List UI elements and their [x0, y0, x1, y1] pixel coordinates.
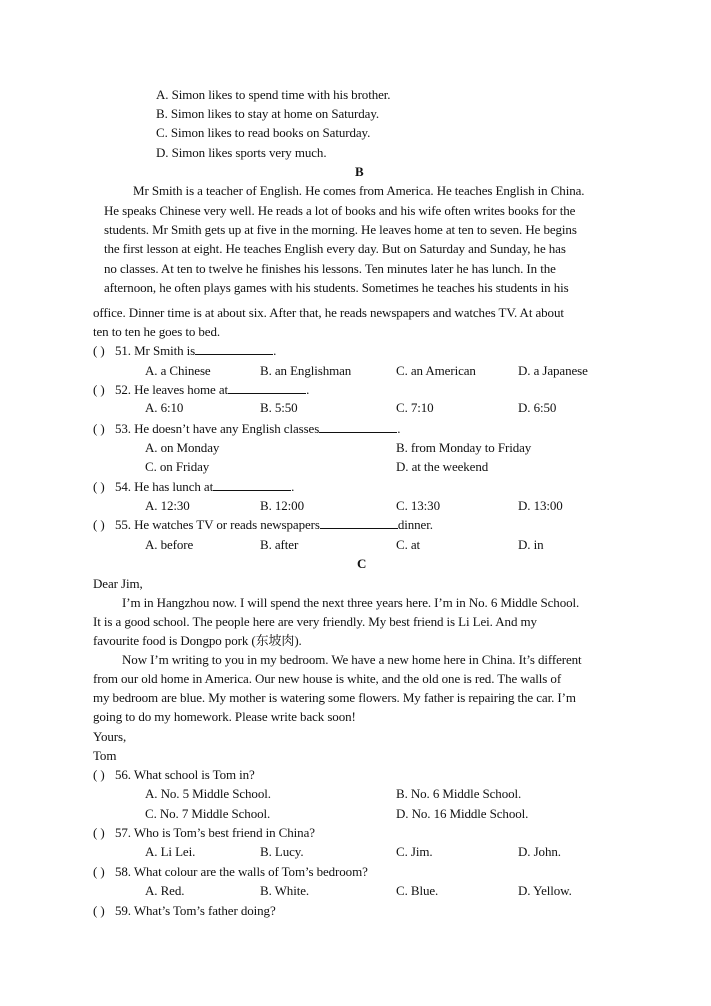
option-55-a: A. before: [145, 537, 194, 552]
fill-blank-52: [228, 382, 306, 394]
letter-closing: Yours,: [93, 729, 127, 744]
option-54-a: A. 12:30: [145, 498, 190, 513]
answer-blank-58[interactable]: ( ): [93, 864, 105, 879]
section-c-heading: C: [357, 556, 367, 571]
question-54: ( ) 54. He has lunch at .: [93, 479, 295, 494]
passage-b-line: the first lesson at eight. He teaches English every day. But on Saturday and Sunday, he has: [104, 241, 566, 256]
option-56-c: C. No. 7 Middle School.: [145, 806, 271, 821]
question-51: ( ) 51. Mr Smith is .: [93, 343, 277, 358]
option-56-b: B. No. 6 Middle School.: [396, 786, 522, 801]
letter-line: my bedroom are blue. My mother is watering some flowers. My father is repairing the car. I’m: [93, 690, 576, 705]
answer-blank-56[interactable]: ( ): [93, 767, 105, 782]
question-56: ( ) 56. What school is Tom in?: [93, 767, 255, 782]
option-58-a: A. Red.: [145, 883, 185, 898]
option-51-d: D. a Japanese: [518, 363, 588, 378]
passage-b-line: Mr Smith is a teacher of English. He comes from America. He teaches English in China.: [133, 183, 585, 198]
fill-blank-55: [320, 517, 398, 529]
passage-b-line: afternoon, he often plays games with his students. Sometimes he teaches his students in his: [104, 280, 569, 295]
answer-blank-55[interactable]: ( ): [93, 517, 105, 532]
option-51-a: A. a Chinese: [145, 363, 211, 378]
fill-blank-51: [195, 343, 273, 355]
answer-blank-57[interactable]: ( ): [93, 825, 105, 840]
option-55-b: B. after: [260, 537, 299, 552]
option-51-c: C. an American: [396, 363, 476, 378]
letter-line: going to do my homework. Please write back soon!: [93, 709, 356, 724]
option-d-simon: D. Simon likes sports very much.: [156, 145, 327, 160]
passage-b-line: no classes. At ten to twelve he finishes his lessons. Ten minutes later he has lunch. In the: [104, 261, 556, 276]
option-51-b: B. an Englishman: [260, 363, 352, 378]
option-57-b: B. Lucy.: [260, 844, 304, 859]
letter-line: from our old home in America. Our new house is white, and the old one is red. The walls of: [93, 671, 562, 686]
option-55-d: D. in: [518, 537, 544, 552]
option-52-c: C. 7:10: [396, 400, 434, 415]
section-b-heading: B: [355, 164, 364, 179]
option-57-d: D. John.: [518, 844, 561, 859]
option-57-a: A. Li Lei.: [145, 844, 196, 859]
answer-blank-59[interactable]: ( ): [93, 903, 105, 918]
option-56-a: A. No. 5 Middle School.: [145, 786, 271, 801]
option-56-d: D. No. 16 Middle School.: [396, 806, 529, 821]
option-52-d: D. 6:50: [518, 400, 557, 415]
option-55-c: C. at: [396, 537, 421, 552]
option-57-c: C. Jim.: [396, 844, 433, 859]
option-58-d: D. Yellow.: [518, 883, 572, 898]
fill-blank-54: [213, 479, 291, 491]
question-59: ( ) 59. What’s Tom’s father doing?: [93, 903, 276, 918]
answer-blank-53[interactable]: ( ): [93, 421, 105, 436]
passage-b-line: ten to ten he goes to bed.: [93, 324, 221, 339]
option-54-b: B. 12:00: [260, 498, 304, 513]
question-55: ( ) 55. He watches TV or reads newspapers dinner.: [93, 517, 433, 532]
passage-b-line: office. Dinner time is at about six. After that, he reads newspapers and watches TV. At about: [93, 305, 564, 320]
option-52-b: B. 5:50: [260, 400, 298, 415]
option-53-c: C. on Friday: [145, 459, 210, 474]
letter-line: Now I’m writing to you in my bedroom. We have a new home here in China. It’s different: [122, 652, 582, 667]
option-54-d: D. 13:00: [518, 498, 563, 513]
answer-blank-54[interactable]: ( ): [93, 479, 105, 494]
option-b-simon: B. Simon likes to stay at home on Saturday.: [156, 106, 380, 121]
option-c-simon: C. Simon likes to read books on Saturday.: [156, 125, 371, 140]
fill-blank-53: [319, 421, 397, 433]
letter-line: It is a good school. The people here are very friendly. My best friend is Li Lei. And my: [93, 614, 537, 629]
letter-signature: Tom: [93, 748, 117, 763]
option-53-d: D. at the weekend: [396, 459, 489, 474]
letter-line: favourite food is Dongpo pork (东坡肉).: [93, 633, 302, 648]
question-57: ( ) 57. Who is Tom’s best friend in China?: [93, 825, 315, 840]
option-a-simon: A. Simon likes to spend time with his brother.: [156, 87, 391, 102]
option-58-b: B. White.: [260, 883, 310, 898]
passage-b-line: He speaks Chinese very well. He reads a lot of books and his wife often writes books for the: [104, 203, 576, 218]
option-53-b: B. from Monday to Friday: [396, 440, 532, 455]
option-52-a: A. 6:10: [145, 400, 184, 415]
option-53-a: A. on Monday: [145, 440, 220, 455]
answer-blank-51[interactable]: ( ): [93, 343, 105, 358]
question-53: ( ) 53. He doesn’t have any English classes .: [93, 421, 401, 436]
passage-b-line: students. Mr Smith gets up at five in the morning. He leaves home at ten to seven. He begins: [104, 222, 577, 237]
question-58: ( ) 58. What colour are the walls of Tom’s bedroom?: [93, 864, 368, 879]
option-54-c: C. 13:30: [396, 498, 440, 513]
answer-blank-52[interactable]: ( ): [93, 382, 105, 397]
question-52: ( ) 52. He leaves home at .: [93, 382, 310, 397]
letter-salutation: Dear Jim,: [93, 576, 143, 591]
option-58-c: C. Blue.: [396, 883, 439, 898]
letter-line: I’m in Hangzhou now. I will spend the next three years here. I’m in No. 6 Middle School.: [122, 595, 580, 610]
